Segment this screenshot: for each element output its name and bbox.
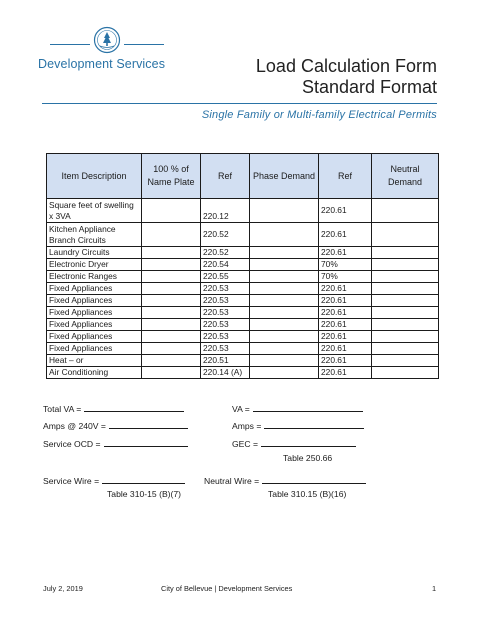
cell-neutral-demand[interactable] [372, 367, 439, 379]
cell-phase-demand[interactable] [250, 319, 319, 331]
cell-ref: 220.61 [319, 199, 372, 223]
cell-item: Square feet of swelling x 3VA [47, 199, 142, 223]
table-row [47, 199, 439, 223]
cell-name-plate[interactable] [142, 247, 201, 259]
cell-neutral-demand[interactable] [372, 331, 439, 343]
neutral-wire-field [204, 475, 366, 486]
title-line-1: Load Calculation Form [255, 56, 437, 76]
gec-input[interactable] [261, 438, 356, 447]
cell-name-plate[interactable] [142, 343, 201, 355]
gec-field [232, 438, 356, 449]
service-wire-label: Service Wire = [43, 476, 100, 486]
cell-neutral-demand[interactable] [372, 295, 439, 307]
cell-ref: 220.53 [201, 295, 250, 307]
amps-label: Amps = [232, 421, 262, 431]
page-subtitle: Single Family or Multi-family Electrical Permits [201, 109, 437, 121]
cell-ref: 220.61 [319, 247, 372, 259]
cell-ref: 220.61 [319, 283, 372, 295]
amps-240-input[interactable] [109, 420, 188, 429]
logo-rule-right [124, 44, 164, 45]
cell-ref: 220.54 [201, 259, 250, 271]
table-row [47, 367, 439, 379]
cell-ref: 220.61 [319, 367, 372, 379]
cell-item: Fixed Appliances [47, 331, 142, 343]
cell-name-plate[interactable] [142, 259, 201, 271]
cell-item: Fixed Appliances [47, 343, 142, 355]
cell-ref: 220.61 [319, 331, 372, 343]
service-ocd-field [43, 438, 188, 449]
cell-item: Fixed Appliances [47, 307, 142, 319]
cell-ref: 70% [319, 271, 372, 283]
table-row [47, 331, 439, 343]
logo-text: Development Services [38, 57, 166, 71]
cell-item: Kitchen Appliance Branch Circuits [47, 223, 142, 247]
cell-phase-demand[interactable] [250, 343, 319, 355]
cell-name-plate[interactable] [142, 283, 201, 295]
cell-item: Fixed Appliances [47, 283, 142, 295]
cell-ref: 220.61 [319, 343, 372, 355]
table-row [47, 343, 439, 355]
amps-field [232, 420, 364, 431]
cell-ref: 70% [319, 259, 372, 271]
col-header-ref: Ref [319, 154, 372, 199]
table-row [47, 355, 439, 367]
city-seal-icon [93, 26, 121, 54]
table-row [47, 247, 439, 259]
cell-name-plate[interactable] [142, 355, 201, 367]
cell-name-plate[interactable] [142, 367, 201, 379]
cell-ref: 220.52 [201, 247, 250, 259]
page-title [256, 56, 437, 98]
gec-table-note: Table 250.66 [283, 453, 333, 463]
cell-neutral-demand[interactable] [372, 319, 439, 331]
cell-item: Electronic Dryer [47, 259, 142, 271]
total-va-input[interactable] [84, 403, 184, 412]
header-divider [42, 103, 437, 104]
footer-center: City of Bellevue | Development Services [161, 584, 293, 593]
cell-item: Air Conditioning [47, 367, 142, 379]
cell-ref: 220.53 [201, 283, 250, 295]
cell-ref: 220.53 [201, 331, 250, 343]
cell-name-plate[interactable] [142, 271, 201, 283]
cell-name-plate[interactable] [142, 331, 201, 343]
cell-neutral-demand[interactable] [372, 223, 439, 247]
cell-phase-demand[interactable] [250, 283, 319, 295]
table-header-row [47, 154, 439, 199]
table-row [47, 295, 439, 307]
neutral-wire-table-note: Table 310.15 (B)(16) [268, 489, 347, 499]
va-input[interactable] [253, 403, 363, 412]
table-row [47, 319, 439, 331]
load-calculation-table [46, 153, 439, 379]
cell-phase-demand[interactable] [250, 223, 319, 247]
amps-input[interactable] [264, 420, 364, 429]
cell-neutral-demand[interactable] [372, 307, 439, 319]
cell-ref: 220.12 [201, 199, 250, 223]
footer-date: July 2, 2019 [43, 584, 83, 593]
service-wire-table-note: Table 310-15 (B)(7) [107, 489, 182, 499]
cell-neutral-demand[interactable] [372, 247, 439, 259]
cell-ref: 220.51 [201, 355, 250, 367]
cell-ref: 220.61 [319, 355, 372, 367]
col-header-neutral-demand: Neutral Demand [372, 154, 439, 199]
cell-name-plate[interactable] [142, 319, 201, 331]
cell-ref: 220.52 [201, 223, 250, 247]
table-row [47, 283, 439, 295]
cell-neutral-demand[interactable] [372, 343, 439, 355]
total-va-label: Total VA = [43, 404, 82, 414]
cell-phase-demand[interactable] [250, 307, 319, 319]
col-header-ref: Ref [201, 154, 250, 199]
service-ocd-label: Service OCD = [43, 439, 101, 449]
va-field [232, 403, 363, 414]
city-logo [38, 24, 188, 74]
cell-name-plate[interactable] [142, 199, 201, 223]
total-va-field [43, 403, 184, 414]
cell-neutral-demand[interactable] [372, 199, 439, 223]
cell-phase-demand[interactable] [250, 295, 319, 307]
cell-ref: 220.53 [201, 343, 250, 355]
col-header-phase-demand: Phase Demand [250, 154, 319, 199]
col-header-item-description: Item Description [47, 154, 142, 199]
cell-name-plate[interactable] [142, 223, 201, 247]
table-row [47, 223, 439, 247]
footer-page-number: 1 [432, 584, 437, 593]
logo-rule-left [50, 44, 90, 45]
cell-item: Heat – or [47, 355, 142, 367]
cell-item: Electronic Ranges [47, 271, 142, 283]
cell-ref: 220.55 [201, 271, 250, 283]
cell-phase-demand[interactable] [250, 331, 319, 343]
cell-ref: 220.53 [201, 319, 250, 331]
cell-ref: 220.61 [319, 295, 372, 307]
cell-phase-demand[interactable] [250, 199, 319, 223]
cell-item: Fixed Appliances [47, 319, 142, 331]
table-row [47, 271, 439, 283]
cell-ref: 220.61 [319, 307, 372, 319]
cell-name-plate[interactable] [142, 295, 201, 307]
cell-neutral-demand[interactable] [372, 355, 439, 367]
cell-phase-demand[interactable] [250, 367, 319, 379]
va-label: VA = [232, 404, 250, 414]
cell-ref: 220.61 [319, 319, 372, 331]
cell-phase-demand[interactable] [250, 259, 319, 271]
cell-item: Laundry Circuits [47, 247, 142, 259]
table-row [47, 307, 439, 319]
cell-phase-demand[interactable] [250, 271, 319, 283]
cell-neutral-demand[interactable] [372, 283, 439, 295]
service-ocd-input[interactable] [104, 438, 188, 447]
table-row [47, 259, 439, 271]
cell-item: Fixed Appliances [47, 295, 142, 307]
cell-phase-demand[interactable] [250, 247, 319, 259]
cell-phase-demand[interactable] [250, 355, 319, 367]
cell-neutral-demand[interactable] [372, 259, 439, 271]
gec-label: GEC = [232, 439, 259, 449]
amps-240-field [43, 420, 188, 431]
cell-neutral-demand[interactable] [372, 271, 439, 283]
amps-240-label: Amps @ 240V = [43, 421, 106, 431]
title-line-2: Standard Format [301, 77, 437, 97]
neutral-wire-input[interactable] [262, 475, 366, 484]
service-wire-input[interactable] [102, 475, 185, 484]
cell-ref: 220.61 [319, 223, 372, 247]
col-header-name-plate: 100 % of Name Plate [142, 154, 201, 199]
neutral-wire-label: Neutral Wire = [204, 476, 260, 486]
cell-name-plate[interactable] [142, 307, 201, 319]
cell-ref: 220.53 [201, 307, 250, 319]
cell-ref: 220.14 (A) [201, 367, 250, 379]
service-wire-field [43, 475, 185, 486]
